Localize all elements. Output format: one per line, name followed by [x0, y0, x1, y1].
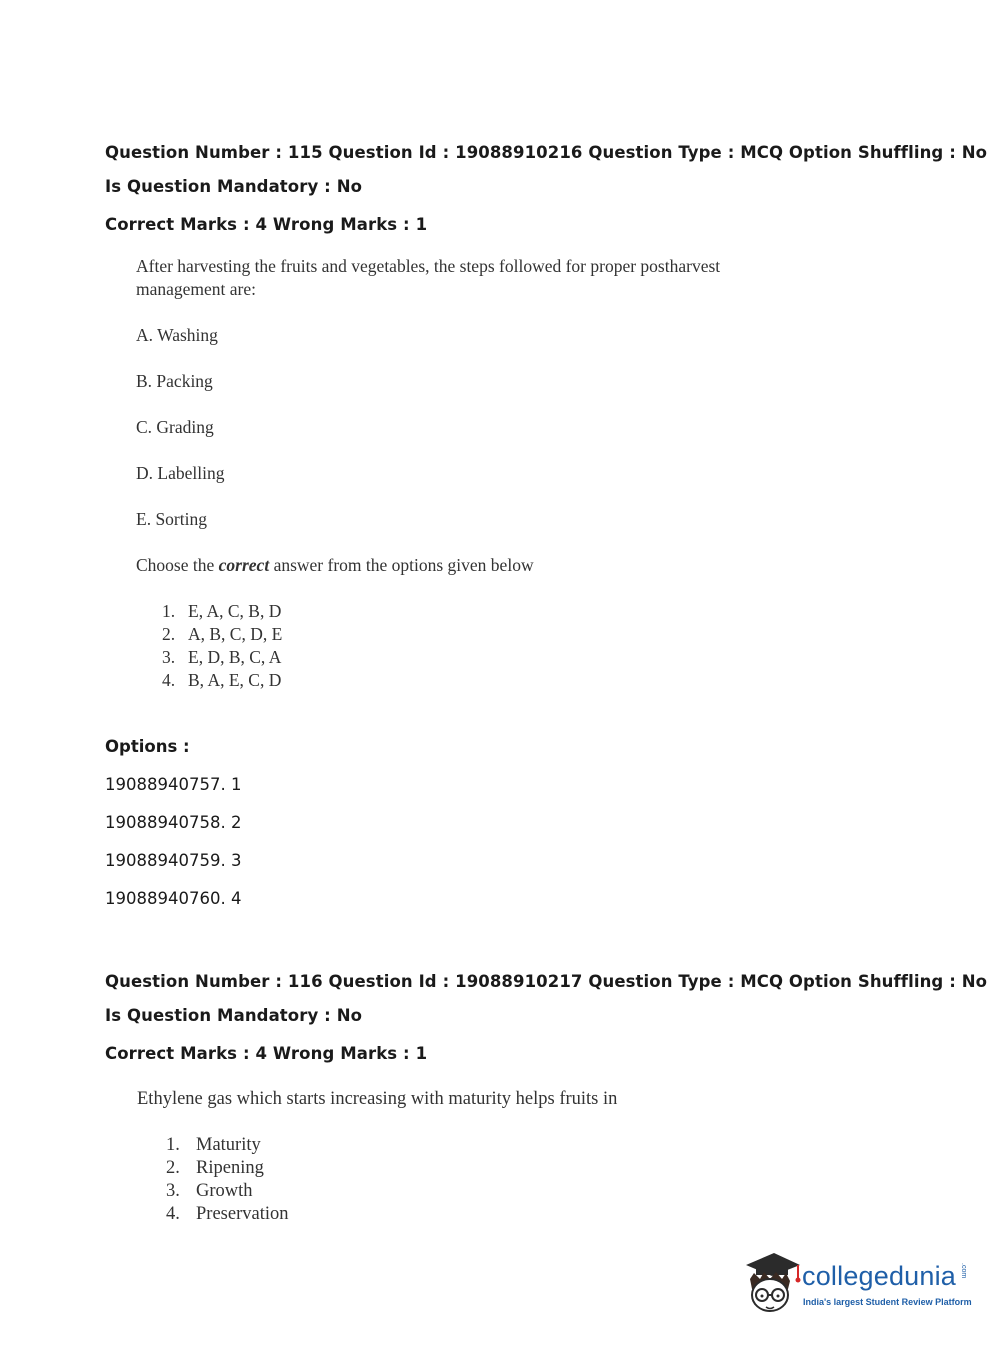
q115-header-line2: Is Question Mandatory : No — [105, 177, 363, 196]
collegedunia-logo[interactable] — [742, 1249, 972, 1319]
option-item: 19088940757. 1 — [105, 775, 242, 794]
choice-text: B, A, E, C, D — [188, 670, 282, 690]
q115-choice — [162, 647, 281, 668]
choice-number: 2. — [166, 1158, 180, 1178]
choice-number: 1. — [162, 601, 176, 621]
q116-stem: Ethylene gas which starts increasing with maturity helps fruits in — [137, 1089, 618, 1109]
option-item: 19088940760. 4 — [105, 889, 242, 908]
choice-number: 3. — [166, 1181, 180, 1201]
q116-header-line3: Correct Marks : 4 Wrong Marks : 1 — [105, 1044, 428, 1063]
q115-statement: C. Grading — [136, 417, 214, 437]
q116-choice — [166, 1158, 264, 1179]
q115-instruction — [136, 555, 534, 576]
option-item: 19088940758. 2 — [105, 813, 242, 832]
q115-statement: A. Washing — [136, 325, 218, 345]
choice-number: 1. — [166, 1135, 180, 1155]
choice-number: 3. — [162, 647, 176, 667]
choice-text: A, B, C, D, E — [188, 624, 283, 644]
choice-text: E, D, B, C, A — [188, 647, 282, 667]
q115-choice — [162, 670, 281, 691]
choice-number: 4. — [166, 1204, 180, 1224]
option-item: 19088940759. 3 — [105, 851, 242, 870]
q116-choice — [166, 1135, 261, 1156]
logo-tagline: India's largest Student Review Platform — [803, 1297, 972, 1307]
choice-text: Growth — [196, 1181, 253, 1201]
choice-text: Maturity — [196, 1135, 261, 1155]
q116-choice — [166, 1204, 288, 1225]
q115-statement: D. Labelling — [136, 463, 225, 483]
q116-choice — [166, 1181, 253, 1202]
q115-choice — [162, 601, 281, 622]
instruction-post: answer from the options given below — [269, 555, 534, 575]
choice-number: 4. — [162, 670, 176, 690]
q115-header-line1: Question Number : 115 Question Id : 19088910216 Question Type : MCQ Option Shuffling : No — [105, 143, 988, 162]
q115-stem-line1: After harvesting the fruits and vegetables, the steps followed for proper postharvest — [136, 256, 721, 276]
instruction-emphasis: correct — [218, 555, 270, 575]
q116-header-line1: Question Number : 116 Question Id : 19088910217 Question Type : MCQ Option Shuffling : No — [105, 972, 988, 991]
choice-text: Preservation — [196, 1204, 289, 1224]
q115-choice — [162, 624, 282, 645]
q115-statement: B. Packing — [136, 371, 213, 391]
options-label: Options : — [105, 737, 190, 756]
q116-header-line2: Is Question Mandatory : No — [105, 1006, 363, 1025]
logo-suffix: .com — [960, 1263, 967, 1279]
choice-text: E, A, C, B, D — [188, 601, 282, 621]
instruction-pre: Choose the — [136, 555, 219, 575]
q115-stem-line2: management are: — [136, 279, 257, 299]
choice-text: Ripening — [196, 1158, 264, 1178]
q115-statement: E. Sorting — [136, 509, 207, 529]
q115-header-line3: Correct Marks : 4 Wrong Marks : 1 — [105, 215, 428, 234]
mascot-graduation-cap-icon — [742, 1249, 802, 1319]
choice-number: 2. — [162, 624, 176, 644]
logo-wordmark: collegedunia — [802, 1261, 957, 1291]
